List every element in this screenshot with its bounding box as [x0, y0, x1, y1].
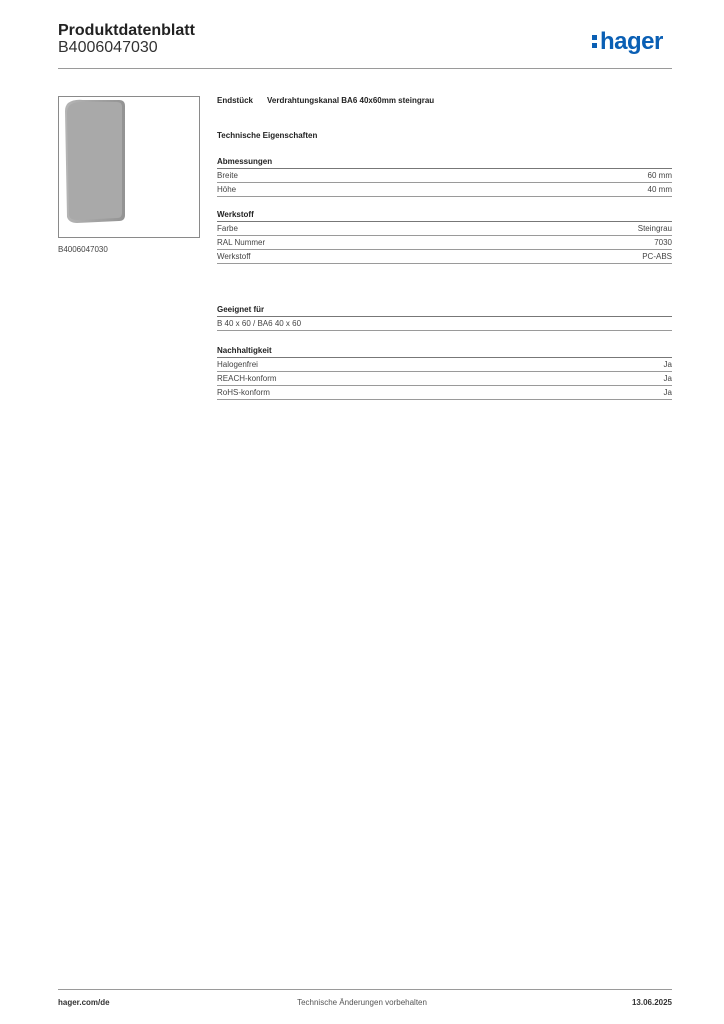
- table-row: [217, 169, 672, 183]
- row-value: PC-ABS: [642, 252, 672, 261]
- row-value: Ja: [663, 360, 672, 369]
- end-cap-illustration-icon: [59, 97, 199, 237]
- row-value: 40 mm: [647, 185, 672, 194]
- page-title: Produktdatenblatt: [58, 22, 195, 39]
- row-value: 60 mm: [647, 171, 672, 180]
- group-title: Abmessungen: [217, 156, 672, 169]
- product-name: Verdrahtungskanal BA6 40x60mm steingrau: [267, 96, 435, 105]
- row-label: Breite: [217, 171, 238, 180]
- row-label: B 40 x 60 / BA6 40 x 60: [217, 319, 302, 328]
- row-label: Höhe: [217, 185, 237, 194]
- row-label: REACH-konform: [217, 374, 277, 383]
- table-row: [217, 358, 672, 372]
- product-heading: [217, 96, 434, 105]
- footer-notice: Technische Änderungen vorbehalten: [297, 998, 427, 1007]
- product-image: [58, 96, 200, 238]
- group-title: Nachhaltigkeit: [217, 345, 672, 358]
- article-number: B4006047030: [58, 39, 158, 56]
- group-title: Geeignet für: [217, 304, 672, 317]
- row-label: Werkstoff: [217, 252, 251, 261]
- row-value: 7030: [654, 238, 672, 247]
- section-title: Technische Eigenschaften: [217, 131, 318, 140]
- image-caption: B4006047030: [58, 245, 108, 254]
- logo-text: hager: [600, 28, 663, 55]
- row-value: Ja: [663, 374, 672, 383]
- row-value: Steingrau: [637, 224, 672, 233]
- footer-divider: [58, 989, 672, 990]
- table-row: [217, 317, 672, 331]
- row-label: RAL Nummer: [217, 238, 266, 247]
- row-label: Halogenfrei: [217, 360, 258, 369]
- table-row: [217, 372, 672, 386]
- table-row: [217, 386, 672, 400]
- product-type: Endstück: [217, 96, 254, 105]
- group-geeignet-fuer: [217, 304, 672, 331]
- logo-dots-icon: [592, 32, 598, 50]
- group-title: Werkstoff: [217, 209, 672, 222]
- table-row: [217, 236, 672, 250]
- footer-website: hager.com/de: [58, 998, 110, 1007]
- row-label: Farbe: [217, 224, 238, 233]
- table-row: [217, 183, 672, 197]
- table-row: [217, 250, 672, 264]
- group-werkstoff: [217, 209, 672, 264]
- header-divider: [58, 68, 672, 69]
- group-nachhaltigkeit: [217, 345, 672, 400]
- footer-date: 13.06.2025: [631, 998, 672, 1007]
- table-row: [217, 222, 672, 236]
- row-label: RoHS-konform: [217, 388, 270, 397]
- hager-logo: [592, 28, 663, 56]
- row-value: Ja: [663, 388, 672, 397]
- group-abmessungen: [217, 156, 672, 197]
